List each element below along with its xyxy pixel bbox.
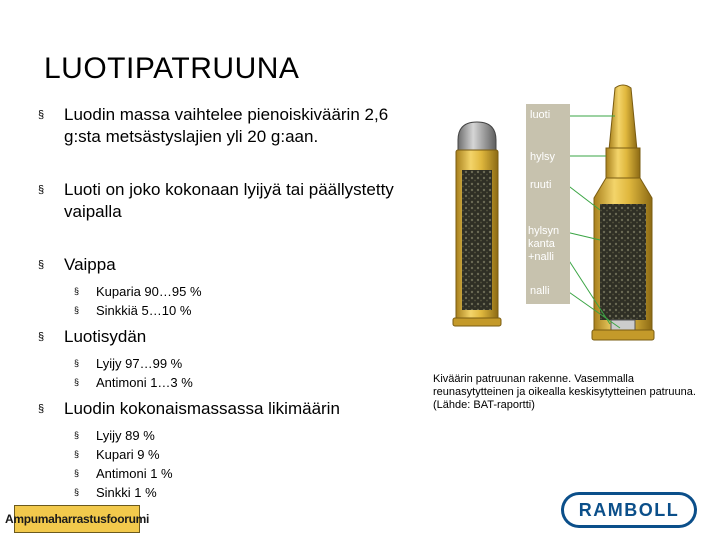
sub-bullet-text: Antimoni 1…3 % [96,375,193,390]
bullet-item [38,104,418,148]
sub-bullet-item [38,483,418,502]
slide-title: LUOTIPATRUUNA [44,52,300,85]
bullet-marker: § [38,109,45,121]
sub-bullet-text: Kupari 9 % [96,447,160,462]
sub-bullet-item [38,301,418,320]
figure-labels [526,104,570,304]
sub-bullet-item [38,373,418,392]
bullet-text: Vaippa [64,255,116,274]
rimfire-cartridge [453,122,501,326]
bullet-item [38,398,418,420]
bullet-marker: § [74,286,80,296]
sub-bullet-item [38,426,418,445]
label-plus-nalli: +nalli [528,251,554,263]
sub-bullet-item [38,282,418,301]
cartridge-illustration [440,80,690,350]
bullet-text: Luodin massa vaihtelee pienoiskiväärin 2,6 g:sta metsästyslajien yli 20 g:aan. [64,105,389,146]
bullet-list [38,104,418,502]
sub-bullet-text: Lyijy 89 % [96,428,155,443]
ramboll-logo [560,490,698,530]
sub-bullet-item [38,354,418,373]
figure-caption: Kiväärin patruunan rakenne. Vasemmalla reunasytytteinen ja oikealla keskisytytteinen patruuna. (Lähde: BAT-raportti) [433,373,696,411]
bullet-text: Luoti on joko kokonaan lyijyä tai päällystetty vaipalla [64,180,394,221]
bullet-text: Luotisydän [64,327,147,346]
bullet-item [38,179,418,223]
label-ruuti: ruuti [530,179,552,191]
bullet-marker: § [74,305,80,315]
bullet-item [38,254,418,276]
sub-bullet-text: Kuparia 90…95 % [96,284,202,299]
bullet-marker: § [74,468,80,478]
sub-bullet-item [38,445,418,464]
bullet-marker: § [38,403,45,415]
centerfire-cartridge [592,85,654,340]
sub-bullet-text: Sinkkiä 5…10 % [96,303,192,318]
label-hylsyn: hylsyn [528,225,560,237]
bullet-marker: § [74,358,80,368]
logo-left-text: Ampumaharrastusfoorumi [4,512,150,526]
bullet-marker: § [38,331,45,343]
label-hylsy: hylsy [530,151,556,163]
sub-bullet-text: Sinkki 1 % [96,485,157,500]
ampumaharrastusfoorumi-logo [4,505,150,533]
bullet-marker: § [38,259,45,271]
bullet-text: Luodin kokonaismassassa likimäärin [64,399,340,418]
label-nalli: nalli [530,285,550,297]
bullet-marker: § [74,430,80,440]
logo-right-text: RAMBOLL [578,500,680,520]
label-luoti: luoti [530,109,551,121]
bullet-item [38,326,418,348]
label-kanta: kanta [528,238,555,250]
bullet-marker: § [38,184,45,196]
sub-bullet-item [38,464,418,483]
sub-bullet-text: Lyijy 97…99 % [96,356,183,371]
bullet-marker: § [74,487,80,497]
bullet-marker: § [74,377,80,387]
sub-bullet-text: Antimoni 1 % [96,466,173,481]
bullet-marker: § [74,449,80,459]
